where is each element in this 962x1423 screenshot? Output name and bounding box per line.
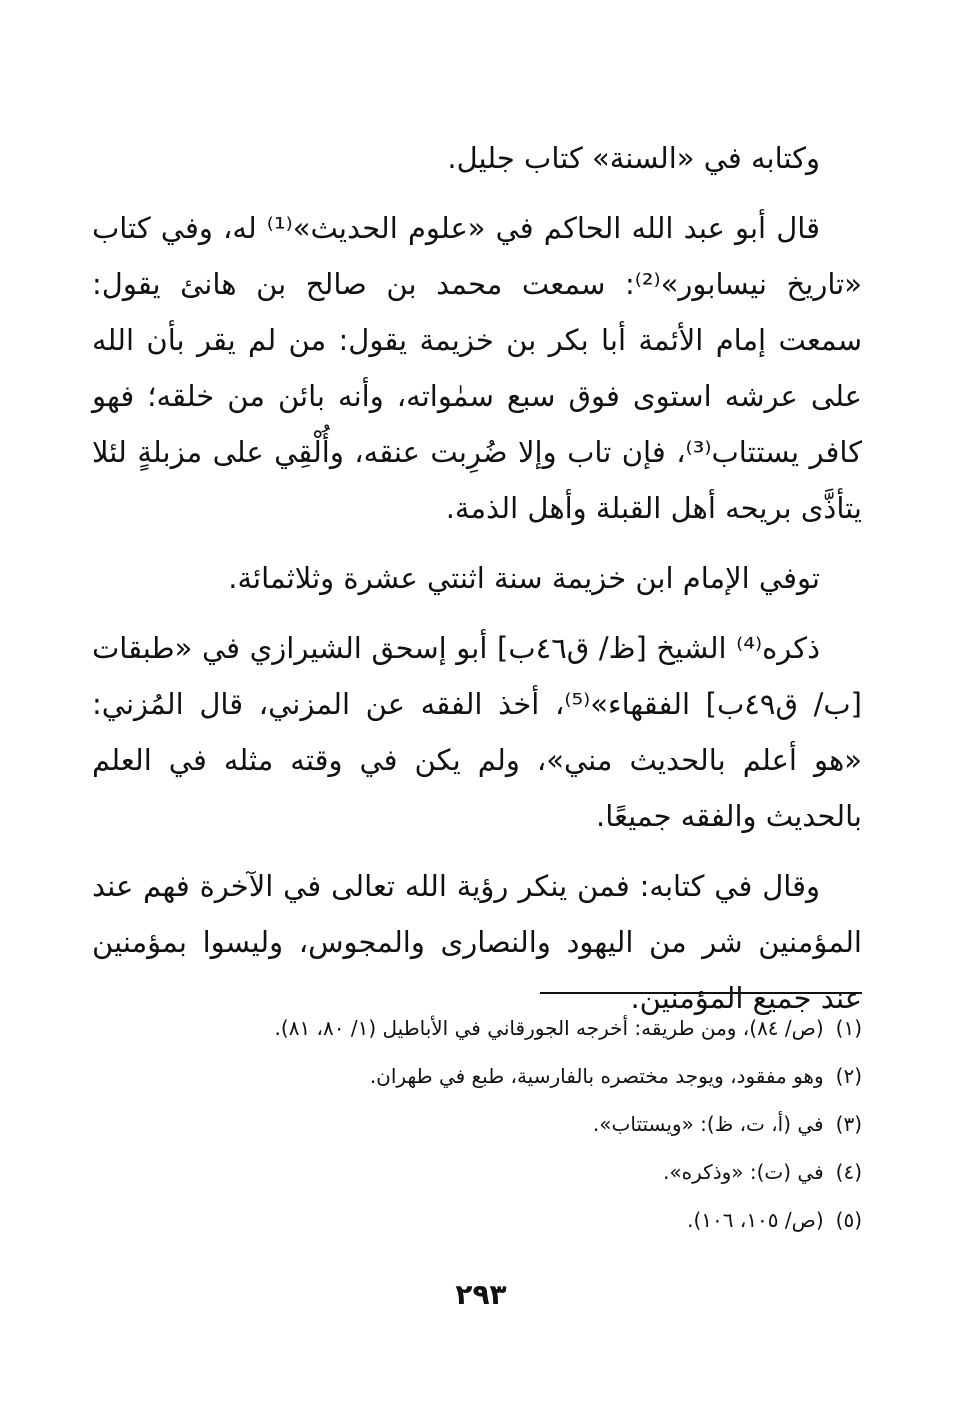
footnote-text: في (ت): «وذكره». <box>663 1160 824 1184</box>
paragraph-4: ذكره⁽⁴⁾ الشيخ [ظ/ ق٤٦ب] أبو إسحق الشيرازي في «طبقات [ب/ ق٤٩ب] الفقهاء»⁽⁵⁾، أخذ الفقه عن المزني، قال المُزني: «هو أعلم بالحديث مني»، ولم يكن في وقته مثله في العلم بالحديث والفقه جميعًا. <box>92 631 862 833</box>
footnote-text: (ص/ ١٠٥، ١٠٦). <box>687 1208 824 1232</box>
footnote-number: (١) <box>835 1016 862 1040</box>
paragraph-3: توفي الإمام ابن خزيمة سنة اثنتي عشرة وثلاثمائة. <box>228 561 820 595</box>
footnote-text: (ص/ ٨٤)، ومن طريقه: أخرجه الجورقاني في الأباطيل (١/ ٨٠، ٨١). <box>274 1016 824 1040</box>
footnote-separator <box>540 992 862 994</box>
footnote-1 <box>92 1004 862 1052</box>
paragraph-1: وكتابه في «السنة» كتاب جليل. <box>447 141 820 175</box>
page-number: ٢٩٣ <box>455 1278 507 1311</box>
footnote-number: (٢) <box>835 1064 862 1088</box>
footnote-5 <box>92 1196 862 1244</box>
footnotes <box>92 1004 862 1244</box>
footnote-text: وهو مفقود، ويوجد مختصره بالفارسية، طبع في طهران. <box>369 1064 824 1088</box>
main-text <box>92 130 862 1040</box>
footnote-number: (٣) <box>835 1112 862 1136</box>
footnote-3 <box>92 1100 862 1148</box>
paragraph-5: وقال في كتابه: فمن ينكر رؤية الله تعالى في الآخرة فهم عند المؤمنين شر من اليهود والنصارى والمجوس، وليسوا بمؤمنين عند جميع المؤمنين. <box>92 869 862 1015</box>
paragraph-2: قال أبو عبد الله الحاكم في «علوم الحديث»⁽¹⁾ له، وفي كتاب «تاريخ نيسابور»⁽²⁾: سمعت محمد بن صالح بن هانئ يقول: سمعت إمام الأئمة أبا بكر بن خزيمة يقول: من لم يقر بأن الله على عرشه استوى فوق سبع سمٰواته، وأنه بائن من خلقه؛ فهو كافر يستتاب⁽³⁾، فإن تاب وإلا ضُرِبت عنقه، وأُلْقِي على مزبلةٍ لئلا يتأذَّى بريحه أهل القبلة وأهل الذمة. <box>92 211 862 525</box>
footnote-4 <box>92 1148 862 1196</box>
footnote-2 <box>92 1052 862 1100</box>
footnote-text: في (أ، ت، ظ): «ويستتاب». <box>592 1112 824 1136</box>
footnote-number: (٤) <box>835 1160 862 1184</box>
footnote-number: (٥) <box>835 1208 862 1232</box>
